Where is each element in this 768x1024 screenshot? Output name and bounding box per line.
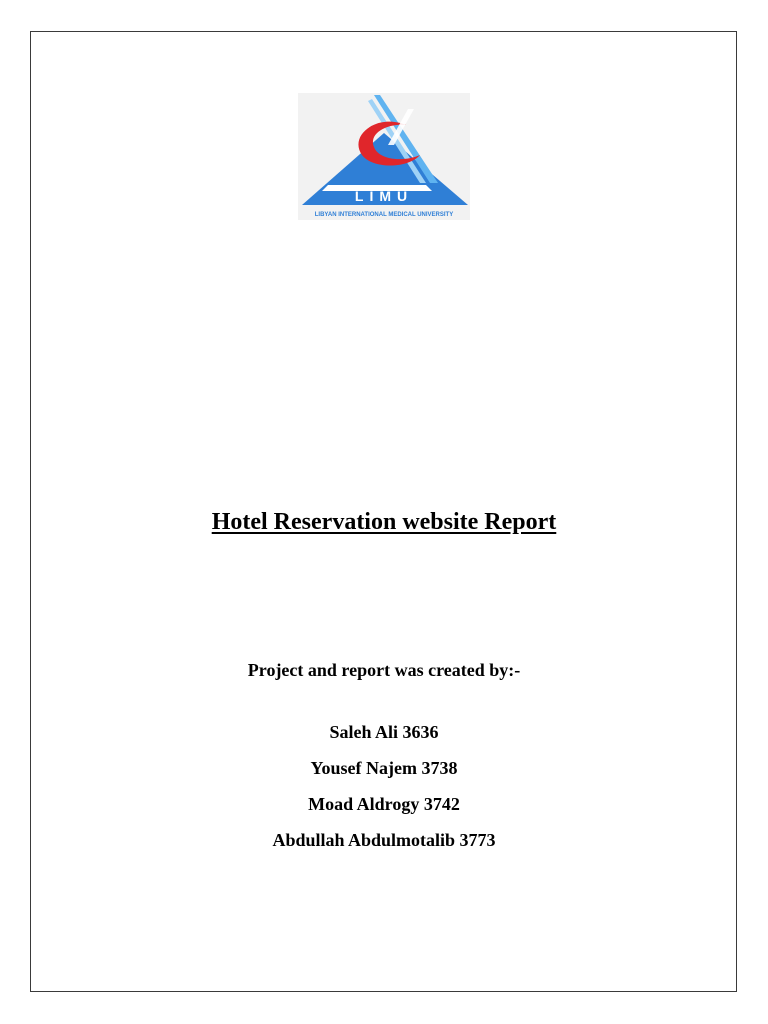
author-item: Saleh Ali 3636 [329,722,439,742]
credits-intro: Project and report was created by:- [247,660,521,680]
logo-university-name: LIBYAN INTERNATIONAL MEDICAL UNIVERSITY [314,212,454,218]
author-item: Yousef Najem 3738 [310,758,458,778]
author-item: Abdullah Abdulmotalib 3773 [272,830,496,850]
report-title [0,506,768,538]
author-list [0,720,768,864]
logo-wordmark: LIMU [354,188,414,204]
report-title-text: Hotel Reservation website Report [211,509,557,535]
author-item: Moad Aldrogy 3742 [308,794,460,814]
university-logo [298,93,470,220]
